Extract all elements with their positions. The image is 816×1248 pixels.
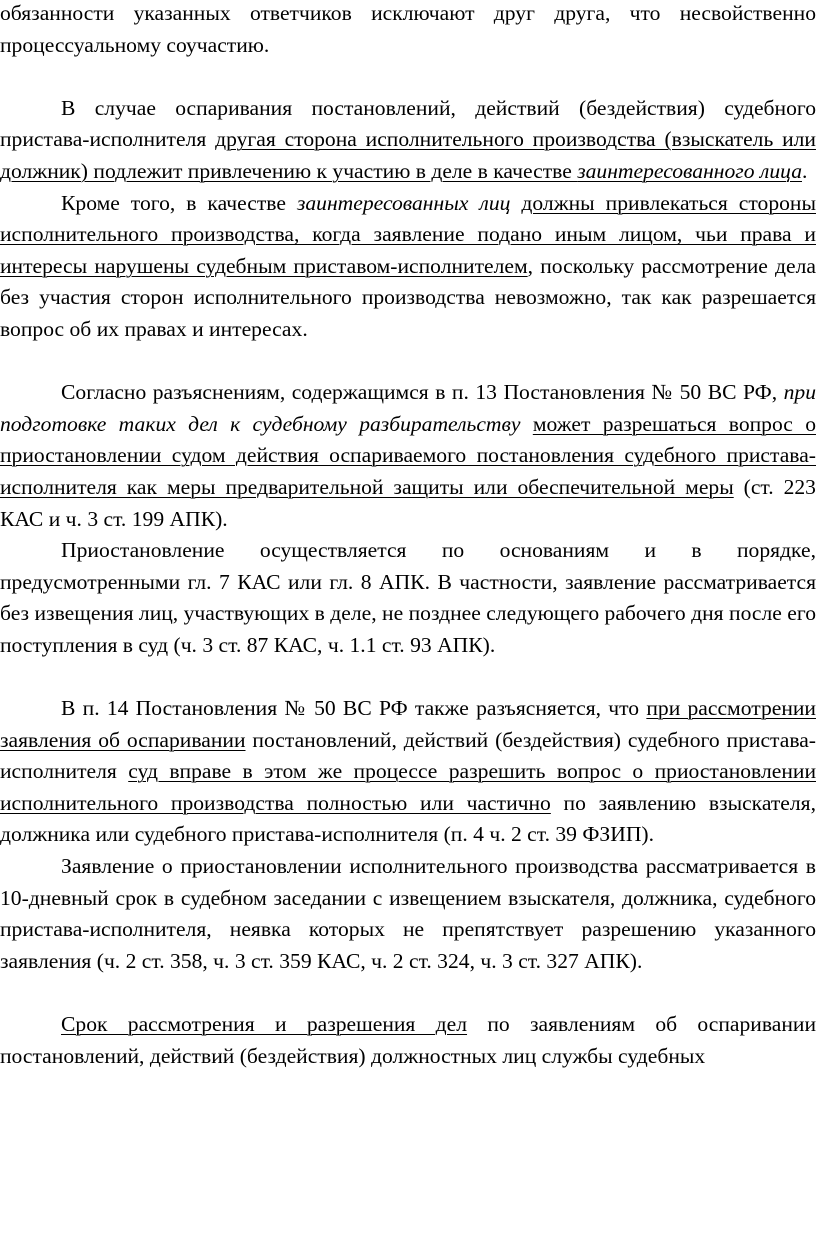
text <box>520 412 532 436</box>
text: , поскольку рассмотрение дела без участия сторон исполнительного производства невозможно, так как разрешается вопрос об их правах и интересах. <box>0 253 816 341</box>
paragraph-gap <box>0 977 816 1009</box>
text <box>510 191 521 215</box>
italic-text: при подготовке таких дел к судебному разбирательству <box>0 380 816 436</box>
paragraph-gap <box>0 661 816 693</box>
underlined-text: Срок рассмотрения и разрешения дел <box>61 1012 468 1036</box>
text: по заявлению взыскателя, должника или судебного пристава-исполнителя (п. 4 ч. 2 ст. 39 ФЗИП). <box>0 790 816 847</box>
underlined-text: суд вправе в этом же процессе разрешить вопрос о приостановлении исполнительного производства полностью или частично <box>0 759 816 815</box>
text: В случае оспаривания постановлений, действий (бездействия) судебного пристава-исполнителя <box>0 95 816 152</box>
text: В п. 14 Постановления № 50 ВС РФ также разъясняется, что <box>61 696 647 721</box>
paragraph-6 <box>0 693 816 851</box>
underlined-text: другая сторона исполнительного производства (взыскатель или должник) подлежит привлечению к участию в деле в качестве <box>0 127 816 183</box>
paragraph-gap <box>0 346 816 378</box>
paragraph-4 <box>0 377 816 535</box>
italic-text: заинтересованных лиц <box>296 190 511 215</box>
text: обязанности указанных ответчиков исключают друг друга, что несвойственно процессуальному соучастию. <box>0 1 816 57</box>
text: Приостановление осуществляется по основаниям и в порядке, предусмотренными гл. 7 КАС или гл. 8 АПК. В частности, заявление рассматривается без извещения лиц, участвующих в деле, не позднее следующего рабочего дня после его поступления в суд (ч. 3 ст. 87 КАС, ч. 1.1 ст. 93 АПК). <box>0 538 816 657</box>
text: Согласно разъяснениям, содержащимся в п. 13 Постановления № 50 ВС РФ, <box>61 380 784 405</box>
underlined-text: может разрешаться вопрос о приостановлении судом действия оспариваемого постановления судебного пристава-исполнителя как меры предварительной защиты или обеспечительной меры <box>0 411 816 499</box>
underlined-text: должны привлекаться стороны исполнительного производства, когда заявление подано иным лицом, чьи права и интересы нарушены судебным приставом-исполнителем <box>0 190 816 278</box>
paragraph-7 <box>0 851 816 977</box>
text: по заявлениям об оспаривании постановлений, действий (бездействия) должностных лиц службы судебных <box>0 1012 816 1068</box>
paragraph-1 <box>0 0 816 61</box>
paragraph-2 <box>0 93 816 188</box>
paragraph-5 <box>0 535 816 661</box>
text: Кроме того, в качестве <box>61 190 297 215</box>
paragraph-8 <box>0 1009 816 1072</box>
text: . <box>802 158 808 183</box>
italic-text: заинтересованного лица <box>577 158 802 183</box>
text: Заявление о приостановлении исполнительного производства рассматривается в 10-дневный срок в судебном заседании с извещением взыскателя, должника, судебного пристава-исполнителя, неявка которых не препятствует разрешению указанного заявления (ч. 2 ст. 358, ч. 3 ст. 359 КАС, ч. 2 ст. 324, ч. 3 ст. 327 АПК). <box>0 854 816 973</box>
underlined-text: при рассмотрении заявления об оспаривании <box>0 696 816 752</box>
paragraph-3 <box>0 188 816 346</box>
text: (ст. 223 КАС и ч. 3 ст. 199 АПК). <box>0 474 816 531</box>
underlined-italic-text <box>577 159 802 183</box>
text: постановлений, действий (бездействия) судебного пристава-исполнителя <box>0 727 816 784</box>
paragraph-gap <box>0 61 816 93</box>
